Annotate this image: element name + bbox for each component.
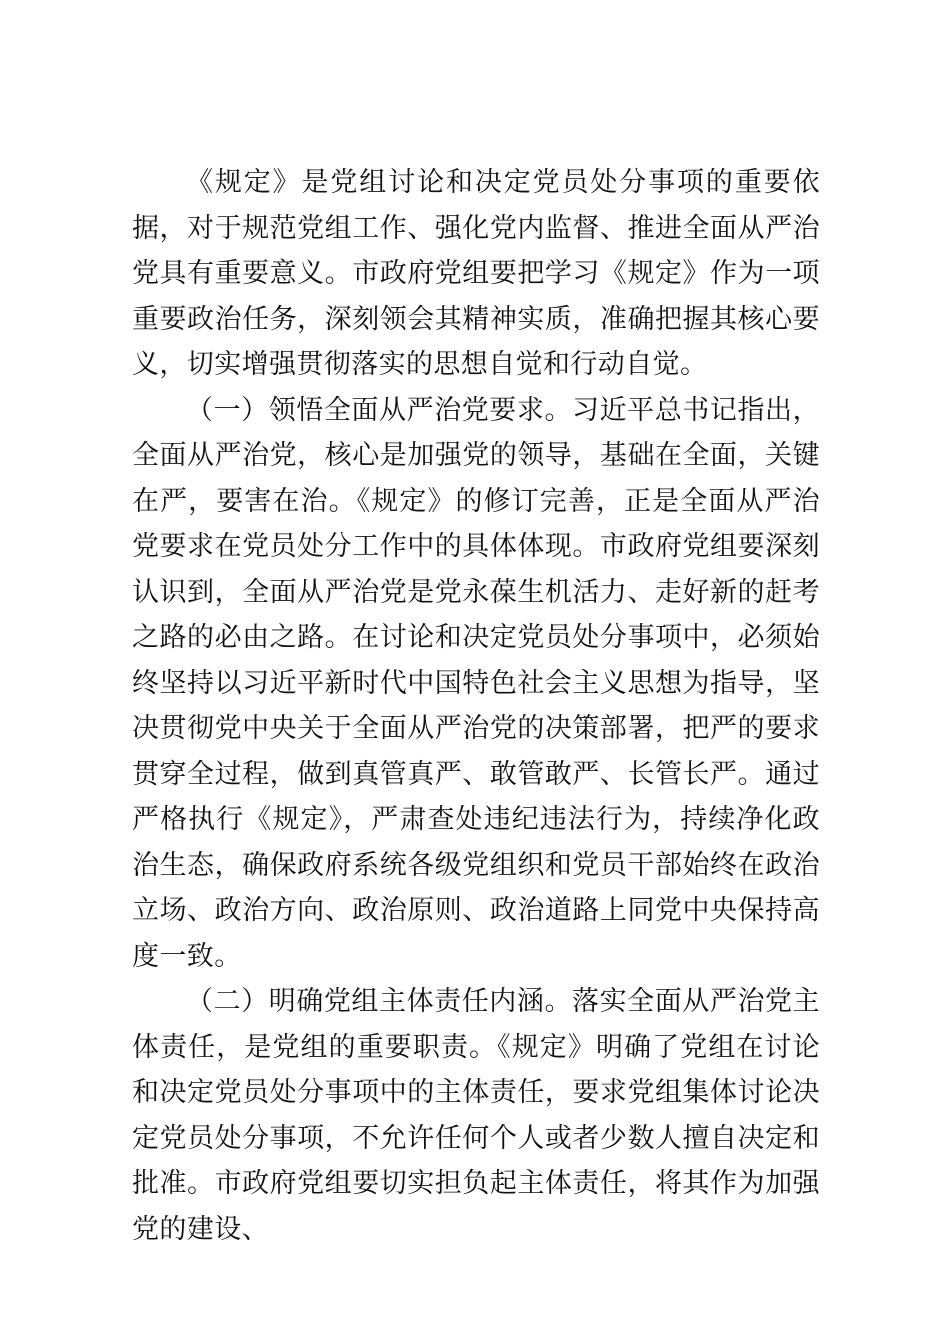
paragraph-section-one: （一）领悟全面从严治党要求。习近平总书记指出，全面从严治党，核心是加强党的领导，基础在全面，关键在严，要害在治。《规定》的修订完善，正是全面从严治党要求在党员处分工作中的具体体现。市政府党组要深刻认识到，全面从严治党是党永葆生机活力、走好新的赶考之路的必由之路。在讨论和决定党员处分事项中，必须始终坚持以习近平新时代中国特色社会主义思想为指导，坚决贯彻党中央关于全面从严治党的决策部署，把严的要求贯穿全过程，做到真管真严、敢管敢严、长管长严。通过严格执行《规定》，严肃查处违纪违法行为，持续净化政治生态，确保政府系统各级党组织和党员干部始终在政治立场、政治方向、政治原则、政治道路上同党中央保持高度一致。 xyxy=(132,394,820,972)
document-body xyxy=(132,160,820,1252)
paragraph-section-two: （二）明确党组主体责任内涵。落实全面从严治党主体责任，是党组的重要职责。《规定》明确了党组在讨论和决定党员处分事项中的主体责任，要求党组集体讨论决定党员处分事项，不允许任何个人或者少数人擅自决定和批准。市政府党组要切实担负起主体责任，将其作为加强党的建设、 xyxy=(132,986,820,1245)
paragraph-intro: 《规定》是党组讨论和决定党员处分事项的重要依据，对于规范党组工作、强化党内监督、推进全面从严治党具有重要意义。市政府党组要把学习《规定》作为一项重要政治任务，深刻领会其精神实质，准确把握其核心要义，切实增强贯彻落实的思想自觉和行动自觉。 xyxy=(132,167,820,380)
